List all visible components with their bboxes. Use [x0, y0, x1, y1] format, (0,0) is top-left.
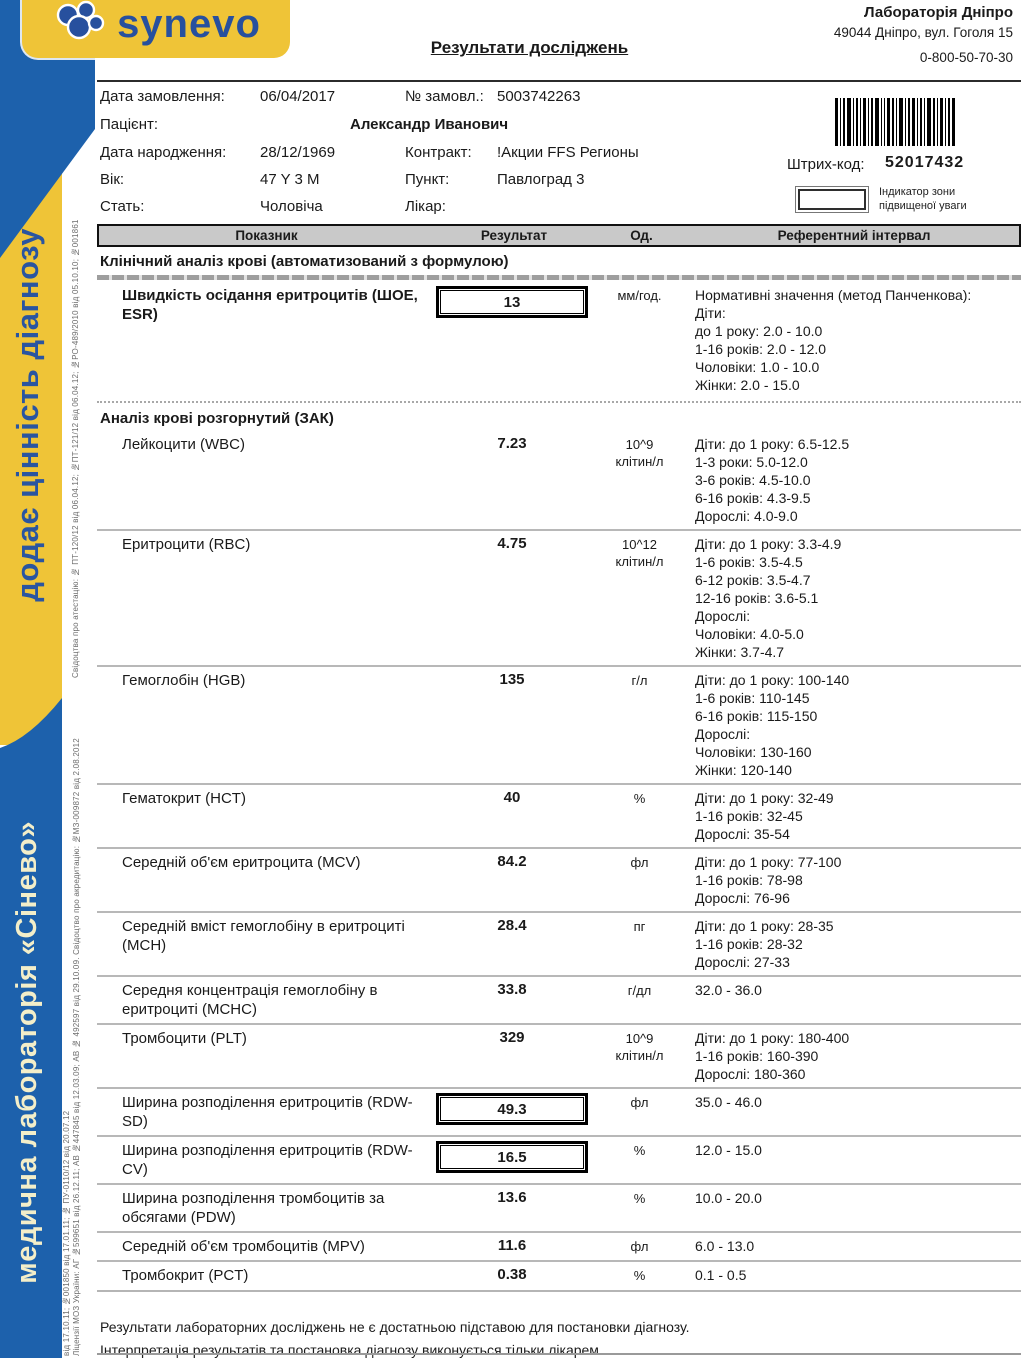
analyte-name: Лейкоцити (WBC) [122, 436, 246, 453]
indicator-label-line2: підвищеної уваги [879, 200, 967, 212]
section-title: Клінічний аналіз крові (автоматизований з формулою) [100, 253, 509, 270]
table-row [97, 1135, 1021, 1183]
reference-interval [687, 1189, 1021, 1207]
result-flag-box [436, 286, 588, 318]
result-value: 33.8 [497, 981, 527, 998]
disclaimer-line2: Інтерпретація результатів та постановка діагнозу виконується тільки лікарем. [100, 1342, 603, 1358]
reference-line: Дорослі: 27-33 [695, 954, 790, 970]
analyte-name: Середній об'єм еритроцита (MCV) [122, 854, 361, 871]
result-cell [432, 853, 592, 871]
result-cell [432, 1237, 592, 1255]
table-row [97, 431, 1021, 529]
reference-line: 1-16 років: 32-45 [695, 808, 803, 824]
table-row [97, 847, 1021, 911]
reference-line: Діти: [695, 305, 726, 321]
result-cell [432, 1093, 592, 1125]
result-value: 7.23 [497, 435, 527, 452]
reference-line: Чоловіки: 4.0-5.0 [695, 626, 804, 642]
column-header-result: Результат [480, 228, 548, 243]
analyte-name: Ширина розподілення еритроцитів (RDW-CV) [122, 1142, 413, 1178]
result-cell [432, 435, 592, 453]
result-value: 11.6 [497, 1237, 527, 1254]
document-title: Результати досліджень [430, 38, 629, 57]
results-table-body [97, 247, 1021, 1292]
result-value: 40 [503, 789, 521, 806]
column-header-unit: Од. [630, 228, 653, 243]
birth-date-label: Дата народження: [100, 144, 227, 161]
barcode-label: Штрих-код: [787, 156, 865, 173]
unit-line: г/л [631, 673, 648, 688]
reference-line: Дорослі: 35-54 [695, 826, 790, 842]
analyte-name: Гемоглобін (HGB) [122, 672, 246, 689]
result-value: 28.4 [497, 917, 527, 934]
reference-line: Діти: до 1 року: 180-400 [695, 1030, 850, 1046]
results-table [97, 224, 1021, 1292]
lab-name: Лабораторія Дніпро [863, 4, 1013, 21]
column-header-reference: Референтний інтервал [777, 228, 931, 243]
unit-line: клітин/л [615, 554, 664, 569]
reference-line: Діти: до 1 року: 100-140 [695, 672, 850, 688]
reference-interval [687, 1029, 1021, 1083]
reference-interval [687, 1141, 1021, 1159]
reference-line: 3-6 років: 4.5-10.0 [695, 472, 811, 488]
result-value: 13 [440, 290, 584, 314]
unit [592, 917, 687, 935]
result-cell [432, 1141, 592, 1173]
doctor-label: Лікар: [405, 198, 446, 215]
reference-line: 6-12 років: 3.5-4.7 [695, 572, 811, 588]
reference-line: 0.1 - 0.5 [695, 1267, 747, 1283]
analyte-name: Швидкість осідання еритроцитів (ШОЕ, ESR) [122, 287, 418, 323]
result-cell [432, 789, 592, 807]
unit-line: % [633, 1191, 646, 1206]
birth-date-value: 28/12/1969 [260, 144, 336, 161]
analyte-name: Ширина розподілення еритроцитів (RDW-SD) [122, 1094, 413, 1130]
report-content [97, 0, 1021, 1358]
reference-line: Чоловіки: 130-160 [695, 744, 812, 760]
reference-line: 1-3 роки: 5.0-12.0 [695, 454, 808, 470]
age-value: 47 Y 3 M [260, 171, 320, 188]
analyte-name: Ширина розподілення тромбоцитів за обсягами (PDW) [122, 1190, 385, 1226]
unit [592, 789, 687, 807]
result-flag-box [436, 1141, 588, 1173]
lab-phone: 0-800-50-70-30 [919, 50, 1013, 65]
section-divider [97, 401, 1021, 403]
reference-interval [687, 286, 1021, 394]
order-date-value: 06/04/2017 [260, 88, 336, 105]
unit [592, 981, 687, 999]
unit [592, 1141, 687, 1159]
reference-line: Дорослі: 180-360 [695, 1066, 806, 1082]
sidebar-labname-text [11, 775, 44, 1330]
reference-line: 1-16 років: 2.0 - 12.0 [695, 341, 827, 357]
reference-line: Нормативні значення (метод Панченкова): [695, 287, 972, 303]
unit [592, 1093, 687, 1111]
sex-label: Стать: [100, 198, 145, 215]
unit-line: мм/год. [617, 288, 662, 303]
reference-line: Діти: до 1 року: 6.5-12.5 [695, 436, 850, 452]
unit-line: клітин/л [615, 454, 664, 469]
license-text-line1: Ліцензії МОЗ України: АГ №599651 від 26.12.11; АВ №447845 від 12.03.09; АВ № 492597 від 29.10.09. Свідоцтво про акредитацію: №МЗ-009872 від 2.08.2012 [72, 738, 81, 1356]
unit-line: фл [630, 1239, 649, 1254]
reference-interval [687, 1266, 1021, 1284]
result-value: 16.5 [440, 1145, 584, 1169]
reference-line: 10.0 - 20.0 [695, 1190, 762, 1206]
table-end-divider [97, 1290, 1021, 1292]
analyte-name: Середній вміст гемоглобіну в еритроциті (MCH) [122, 918, 405, 954]
unit [592, 671, 687, 689]
license-text-line2: від 17.10.11; №001850 від 17.01.11; № ПУ-0110/12 від 20.07.12 [62, 1110, 71, 1356]
reference-line: Дорослі: 4.0-9.0 [695, 508, 798, 524]
reference-line: Діти: до 1 року: 3.3-4.9 [695, 536, 842, 552]
order-number-value: 5003742263 [497, 88, 581, 105]
unit [592, 1237, 687, 1255]
analyte-name: Середня концентрація гемоглобіну в еритроциті (MCHC) [122, 982, 378, 1018]
table-row [97, 529, 1021, 665]
license-text-attestation: Свідоцтва про атестацію: № ПТ-120/12 від 06.04.12; №ПТ-121/12 від 06.04.12; №РО-489/2010 від 05.10.10; №001861 [71, 219, 80, 678]
patient-name: Александр Иванович [350, 116, 509, 133]
unit [592, 535, 687, 570]
reference-line: 12-16 років: 3.6-5.1 [695, 590, 819, 606]
reference-line: Дорослі: [695, 608, 751, 624]
reference-interval [687, 435, 1021, 525]
age-label: Вік: [100, 171, 125, 188]
reference-interval [687, 535, 1021, 661]
result-cell [432, 981, 592, 999]
synevo-logo-text: synevo [117, 1, 261, 46]
reference-line: до 1 року: 2.0 - 10.0 [695, 323, 823, 339]
column-header-indicator: Показник [235, 228, 298, 243]
reference-line: 35.0 - 46.0 [695, 1094, 762, 1110]
reference-line: Жінки: 3.7-4.7 [695, 644, 785, 660]
barcode [835, 98, 955, 146]
barcode-value: 52017432 [885, 154, 965, 171]
order-date-label: Дата замовлення: [100, 88, 225, 105]
disclaimer-line1: Результати лабораторних досліджень не є достатньою підставою для постановки діагнозу. [100, 1319, 690, 1335]
unit-line: пг [633, 919, 646, 934]
unit-line: фл [630, 1095, 649, 1110]
lab-address: 49044 Дніпро, вул. Гоголя 15 [833, 25, 1013, 40]
table-row [97, 783, 1021, 847]
table-row [97, 282, 1021, 398]
reference-line: 6-16 років: 4.3-9.5 [695, 490, 811, 506]
reference-line: 6.0 - 13.0 [695, 1238, 755, 1254]
header-divider [97, 80, 1021, 82]
reference-line: Діти: до 1 року: 32-49 [695, 790, 834, 806]
contract-label: Контракт: [405, 144, 472, 161]
reference-line: Чоловіки: 1.0 - 10.0 [695, 359, 820, 375]
result-value: 329 [499, 1029, 525, 1046]
unit [592, 435, 687, 470]
reference-line: 1-16 років: 160-390 [695, 1048, 819, 1064]
reference-line: 32.0 - 36.0 [695, 982, 762, 998]
unit-line: фл [630, 855, 649, 870]
result-cell [432, 1189, 592, 1207]
unit-line: г/дл [627, 983, 652, 998]
result-value: 84.2 [497, 853, 527, 870]
result-cell [432, 671, 592, 689]
reference-interval [687, 1093, 1021, 1111]
result-cell [432, 286, 592, 318]
disclaimer [100, 1316, 690, 1358]
reference-line: 1-16 років: 28-32 [695, 936, 803, 952]
reference-line: 6-16 років: 115-150 [695, 708, 818, 724]
unit [592, 286, 687, 304]
unit-line: 10^12 [621, 537, 658, 552]
table-row [97, 1087, 1021, 1135]
unit-line: % [633, 791, 646, 806]
reference-interval [687, 917, 1021, 971]
results-table-header [97, 224, 1021, 247]
contract-value: !Акции FFS Регионы [497, 144, 639, 161]
result-value: 0.38 [497, 1266, 527, 1283]
section-title: Аналіз крові розгорнутий (ЗАК) [100, 410, 334, 427]
table-row [97, 665, 1021, 783]
result-cell [432, 535, 592, 553]
attention-zone-indicator-inner [798, 189, 866, 210]
reference-interval [687, 671, 1021, 779]
attention-zone-indicator-label [879, 185, 967, 213]
reference-interval [687, 1237, 1021, 1255]
indicator-label-line1: Індикатор зони [879, 186, 956, 198]
result-value: 49.3 [440, 1097, 584, 1121]
unit-line: % [633, 1268, 646, 1283]
point-value: Павлоград 3 [497, 171, 585, 188]
table-row [97, 1260, 1021, 1289]
analyte-name: Тромбокрит (PCT) [122, 1267, 249, 1284]
reference-line: Дорослі: [695, 726, 751, 742]
table-row [97, 1231, 1021, 1260]
reference-interval [687, 853, 1021, 907]
reference-line: 1-6 років: 110-145 [695, 690, 810, 706]
unit [592, 1029, 687, 1064]
unit [592, 1189, 687, 1207]
result-cell [432, 917, 592, 935]
reference-interval [687, 789, 1021, 843]
section-divider [97, 275, 1021, 280]
result-value: 13.6 [497, 1189, 527, 1206]
analyte-name: Тромбоцити (PLT) [122, 1030, 247, 1047]
table-row [97, 1023, 1021, 1087]
point-label: Пункт: [405, 171, 450, 188]
reference-line: Жінки: 120-140 [695, 762, 792, 778]
result-value: 135 [499, 671, 525, 688]
result-cell [432, 1266, 592, 1284]
reference-interval [687, 981, 1021, 999]
reference-line: Дорослі: 76-96 [695, 890, 790, 906]
sidebar-slogan-text [10, 165, 46, 665]
patient-label: Пацієнт: [100, 116, 159, 133]
reference-line: 1-16 років: 78-98 [695, 872, 803, 888]
reference-line: 1-6 років: 3.5-4.5 [695, 554, 803, 570]
reference-line: Діти: до 1 року: 77-100 [695, 854, 842, 870]
reference-line: 12.0 - 15.0 [695, 1142, 762, 1158]
analyte-name: Еритроцити (RBC) [122, 536, 251, 553]
analyte-name: Середній об'єм тромбоцитів (MPV) [122, 1238, 365, 1255]
result-cell [432, 1029, 592, 1047]
sidebar-labname: медична лабораторія «Сінево» [11, 821, 43, 1284]
table-row [97, 975, 1021, 1023]
bottom-divider [97, 1353, 1021, 1355]
unit-line: 10^9 [625, 437, 654, 452]
unit [592, 853, 687, 871]
sex-value: Чоловіча [260, 198, 323, 215]
analyte-name: Гематокрит (HCT) [122, 790, 246, 807]
unit-line: 10^9 [625, 1031, 654, 1046]
result-flag-box [436, 1093, 588, 1125]
unit-line: клітин/л [615, 1048, 664, 1063]
table-row [97, 911, 1021, 975]
table-row [97, 1183, 1021, 1231]
reference-line: Жінки: 2.0 - 15.0 [695, 377, 800, 393]
result-value: 4.75 [497, 535, 527, 552]
unit [592, 1266, 687, 1284]
attention-zone-indicator-box [795, 186, 869, 213]
reference-line: Діти: до 1 року: 28-35 [695, 918, 834, 934]
unit-line: % [633, 1143, 646, 1158]
sidebar-slogan: додає цінність діагнозу [10, 228, 45, 602]
order-number-label: № замовл.: [405, 88, 484, 105]
